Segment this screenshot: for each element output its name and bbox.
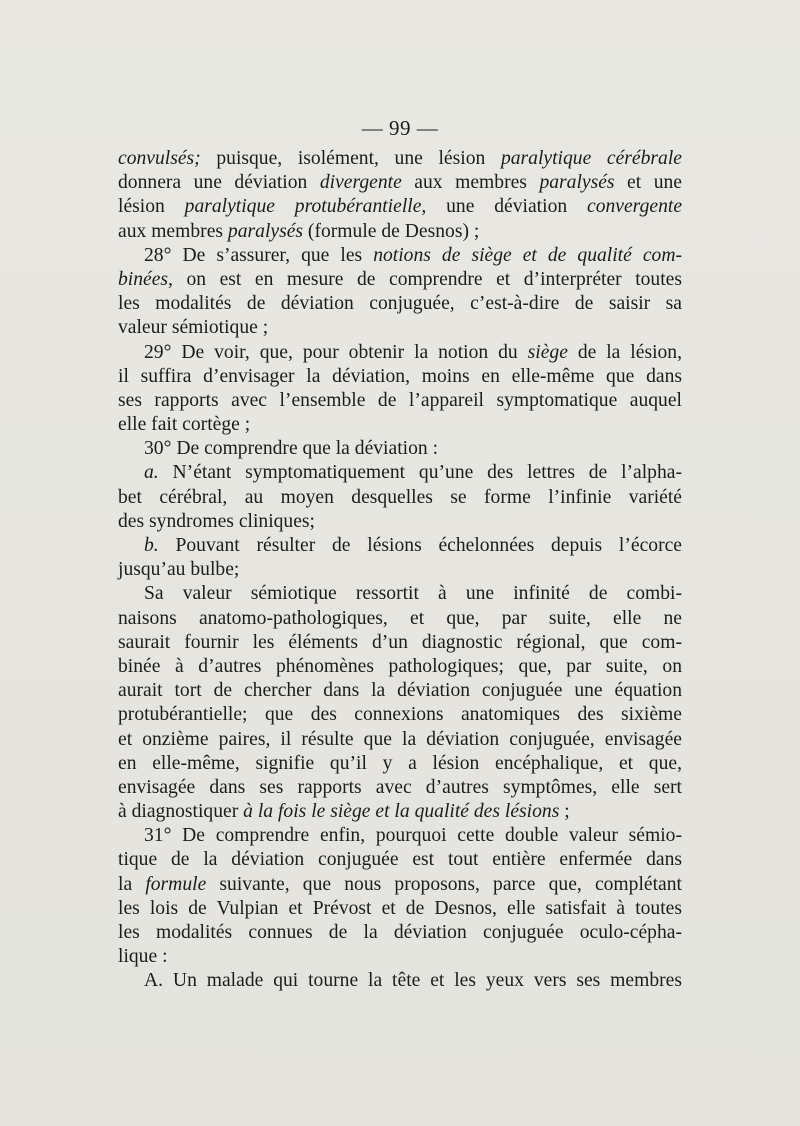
text-line: aurait tort de chercher dans la déviation conjuguée une équation xyxy=(118,680,682,702)
text-line: il suffira d’envisager la déviation, moins en elle-même que dans xyxy=(118,365,682,387)
text-line: 31° De comprendre enfin, pourquoi cette double valeur sémio- xyxy=(144,825,682,847)
text-line: lésion paralytique protubérantielle, une déviation convergente xyxy=(118,196,683,218)
text-line: naisons anatomo-pathologiques, et que, par suite, elle ne xyxy=(118,607,682,629)
text-line: à diagnostiquer à la fois le siège et la qualité des lésions ; xyxy=(118,801,570,823)
text-line: les lois de Vulpian et Prévost et de Desnos, elle satisfait à toutes xyxy=(118,897,682,919)
text-line: tique de la déviation conjuguée est tout entière enfermée dans xyxy=(118,849,682,871)
text-line: les modalités connues de la déviation conjuguée oculo-cépha- xyxy=(118,922,682,943)
text-line: les modalités de déviation conjuguée, c’est-à-dire de saisir sa xyxy=(118,293,682,315)
text-line: ses rapports avec l’ensemble de l’appareil symptomatique auquel xyxy=(118,389,682,411)
text-line: a. N’étant symptomatiquement qu’une des lettres de l’alpha- xyxy=(144,462,682,484)
text-line: et onzième paires, il résulte que la déviation conjuguée, envisagée xyxy=(118,728,682,750)
text-line: donnera une déviation divergente aux membres paralysés et une xyxy=(118,172,682,194)
text-line: 29° De voir, que, pour obtenir la notion du siège de la lésion, xyxy=(144,341,682,363)
page-number: — 99 — xyxy=(361,116,439,140)
body-text xyxy=(118,147,682,994)
text-line: elle fait cortège ; xyxy=(118,414,251,436)
text-line: Sa valeur sémiotique ressortit à une infinité de combi- xyxy=(144,583,682,605)
text-line: bet cérébral, au moyen desquelles se forme l’infinie variété xyxy=(118,486,682,508)
text-line: A. Un malade qui tourne la tête et les yeux vers ses membres xyxy=(144,970,682,992)
text-line: aux membres paralysés (formule de Desnos) ; xyxy=(118,220,480,242)
text-line: en elle-même, signifie qu’il y a lésion encéphalique, et que, xyxy=(118,752,682,774)
text-line: envisagée dans ses rapports avec d’autres symptômes, elle sert xyxy=(118,776,682,798)
text-line: lique : xyxy=(118,946,168,968)
text-line: saurait fournir les éléments d’un diagnostic régional, que com- xyxy=(118,631,682,653)
text-line: binées, on est en mesure de comprendre et d’interpréter toutes xyxy=(118,268,682,290)
text-line: valeur sémiotique ; xyxy=(118,317,269,339)
text-line: binée à d’autres phénomènes pathologiques; que, par suite, on xyxy=(118,655,682,677)
text-line: b. Pouvant résulter de lésions échelonnées depuis l’écorce xyxy=(144,535,682,556)
text-line: 30° De comprendre que la déviation : xyxy=(144,438,439,460)
text-line: 28° De s’assurer, que les notions de siège et de qualité com- xyxy=(144,244,683,266)
text-line: jusqu’au bulbe; xyxy=(118,559,240,581)
text-line: des syndromes cliniques; xyxy=(118,510,315,532)
text-line: la formule suivante, que nous proposons, parce que, complétant xyxy=(118,873,682,895)
text-line: protubérantielle; que des connexions anatomiques des sixième xyxy=(118,704,682,726)
text-line: convulsés; puisque, isolément, une lésion paralytique cérébrale xyxy=(118,148,682,169)
